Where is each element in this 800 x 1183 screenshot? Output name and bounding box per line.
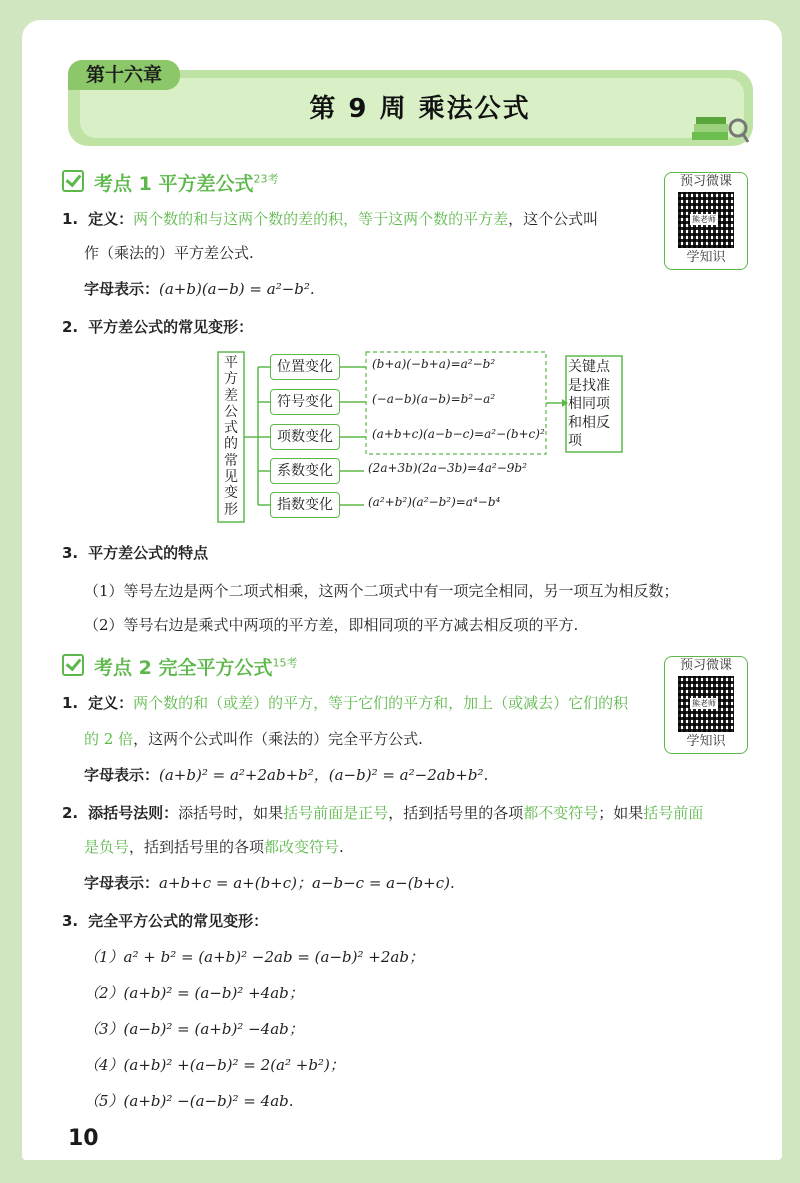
diagram-root-text bbox=[219, 355, 243, 518]
letter-label: 字母表示： bbox=[84, 766, 160, 784]
s2-variant-4: （4）(a+b)² +(a−b)² = 2(a² +b²)； bbox=[84, 1056, 345, 1074]
item-number: 2. bbox=[62, 318, 79, 336]
s2-definition-line2 bbox=[84, 728, 423, 750]
s1-item3 bbox=[62, 542, 208, 564]
qr-box-2[interactable] bbox=[664, 656, 748, 754]
key-point-line: 相同项 bbox=[568, 396, 610, 413]
rule-highlight: 都改变符号 bbox=[264, 838, 340, 856]
diagram-root-char: 的 bbox=[224, 436, 238, 453]
branch-label-box: 指数变化 bbox=[270, 492, 340, 518]
qr-box-top-label: 预习微课 bbox=[679, 658, 732, 673]
key-point-line: 项 bbox=[568, 433, 582, 450]
item3-text: 完全平方公式的常见变形： bbox=[88, 912, 269, 930]
rule-label: 添括号法则： bbox=[88, 804, 179, 822]
s1-feature-2: （2）等号右边是乘式中两项的平方差，即相同项的平方减去相反项的平方. bbox=[84, 616, 579, 634]
branch-label-box: 符号变化 bbox=[270, 389, 340, 415]
qr-box-bottom-label: 学知识 bbox=[686, 250, 726, 265]
item2-text: 平方差公式的常见变形： bbox=[88, 318, 254, 336]
def-label: 定义： bbox=[88, 694, 134, 712]
rule-highlight: 是负号 bbox=[84, 838, 130, 856]
page-title: 第 9 周 乘法公式 bbox=[309, 94, 531, 124]
def-label: 定义： bbox=[88, 210, 134, 228]
item-number: 1. bbox=[62, 210, 79, 228]
s2-variant-2: （2）(a+b)² = (a−b)² +4ab； bbox=[84, 984, 304, 1002]
s1-definition-line2: 作（乘法的）平方差公式. bbox=[84, 244, 254, 262]
rule-text: . bbox=[339, 838, 344, 856]
letter-formula: a+b+c = a+(b+c)；a−b−c = a−(b+c). bbox=[159, 874, 455, 892]
qr-box-bottom-label: 学知识 bbox=[686, 734, 726, 749]
s2-variant-5: （5）(a+b)² −(a−b)² = 4ab. bbox=[84, 1092, 294, 1110]
check-icon bbox=[62, 654, 84, 676]
branch-formula: (a²+b²)(a²−b²)=a⁴−b⁴ bbox=[368, 495, 501, 509]
section-1-exam-count: 23考 bbox=[253, 172, 279, 186]
key-point-text bbox=[568, 358, 622, 451]
def-tail: ，这个公式叫 bbox=[508, 210, 599, 228]
def-highlight: 两个数的和与这两个数的差的积，等于这两个数的平方差 bbox=[133, 210, 509, 228]
diagram-root-char: 常 bbox=[224, 452, 238, 469]
letter-label: 字母表示： bbox=[84, 280, 160, 298]
rule-text: ，括到括号里的各项 bbox=[388, 804, 524, 822]
s1-feature-1: （1）等号左边是两个二项式相乘，这两个二项式中有一项完全相同，另一项互为相反数； bbox=[84, 582, 679, 600]
diagram-root-char: 变 bbox=[224, 485, 238, 502]
s2-variant-3: （3）(a−b)² = (a+b)² −4ab； bbox=[84, 1020, 304, 1038]
section-2-title: 考点 2 完全平方公式 bbox=[94, 657, 273, 679]
item-number: 1. bbox=[62, 694, 79, 712]
key-point-line: 和相反 bbox=[568, 414, 610, 431]
branch-formula: (2a+3b)(2a−3b)=4a²−9b² bbox=[368, 461, 527, 475]
qr-box-top-label: 预习微课 bbox=[679, 174, 732, 189]
item-number: 2. bbox=[62, 804, 79, 822]
diagram-root-char: 差 bbox=[224, 387, 238, 404]
s2-letter-form-2 bbox=[84, 872, 455, 894]
s2-variant-1: （1）a² + b² = (a+b)² −2ab = (a−b)² +2ab； bbox=[84, 948, 424, 966]
variation-diagram bbox=[0, 0, 800, 540]
key-point-line: 是找准 bbox=[568, 377, 610, 394]
rule-highlight: 括号前面 bbox=[643, 804, 704, 822]
qr-code-icon bbox=[678, 676, 734, 732]
chapter-tab: 第十六章 bbox=[68, 60, 180, 90]
item-number: 3. bbox=[62, 544, 79, 562]
def-tail-2: ，这两个公式叫作（乘法的）完全平方公式. bbox=[133, 730, 423, 748]
branch-label-box: 项数变化 bbox=[270, 424, 340, 450]
rule-text: ，括到括号里的各项 bbox=[129, 838, 265, 856]
section-2-heading bbox=[62, 652, 297, 680]
branch-formula: (−a−b)(a−b)=b²−a² bbox=[372, 392, 496, 406]
branch-label-box: 位置变化 bbox=[270, 354, 340, 380]
item-number: 3. bbox=[62, 912, 79, 930]
rule-highlight: 都不变符号 bbox=[523, 804, 599, 822]
letter-formula: (a+b)(a−b) = a²−b². bbox=[159, 280, 315, 298]
rule-highlight: 括号前面是正号 bbox=[283, 804, 389, 822]
diagram-root-char: 式 bbox=[224, 420, 238, 437]
diagram-root-char: 平 bbox=[224, 355, 238, 371]
rule-text: 添括号时，如果 bbox=[178, 804, 284, 822]
key-point-line: 关键点 bbox=[568, 359, 610, 375]
s2-bracket-rule-line2 bbox=[84, 836, 344, 858]
s2-bracket-rule bbox=[62, 802, 703, 824]
def-highlight: 两个数的和（或差）的平方，等于它们的平方和，加上（或减去）它们的积 bbox=[133, 694, 629, 712]
page-number: 10 bbox=[68, 1126, 99, 1151]
s2-letter-form bbox=[84, 764, 488, 786]
item3-text: 平方差公式的特点 bbox=[88, 544, 209, 562]
rule-text: ；如果 bbox=[598, 804, 644, 822]
diagram-root-char: 形 bbox=[224, 501, 238, 518]
letter-label: 字母表示： bbox=[84, 874, 160, 892]
s2-definition bbox=[62, 692, 628, 714]
diagram-root-char: 方 bbox=[224, 371, 238, 388]
branch-formula: (a+b+c)(a−b−c)=a²−(b+c)² bbox=[372, 427, 545, 441]
diagram-root-char: 公 bbox=[224, 403, 238, 420]
branch-formula: (b+a)(−b+a)=a²−b² bbox=[372, 357, 496, 371]
diagram-root-char: 见 bbox=[224, 469, 238, 486]
section-1-title: 考点 1 平方差公式 bbox=[94, 173, 254, 195]
branch-label-box: 系数变化 bbox=[270, 458, 340, 484]
letter-formula: (a+b)² = a²+2ab+b²，(a−b)² = a²−2ab+b². bbox=[159, 766, 489, 784]
s2-item3 bbox=[62, 910, 268, 932]
def-highlight-2: 的 2 倍 bbox=[84, 730, 134, 748]
section-2-exam-count: 15考 bbox=[272, 656, 298, 670]
